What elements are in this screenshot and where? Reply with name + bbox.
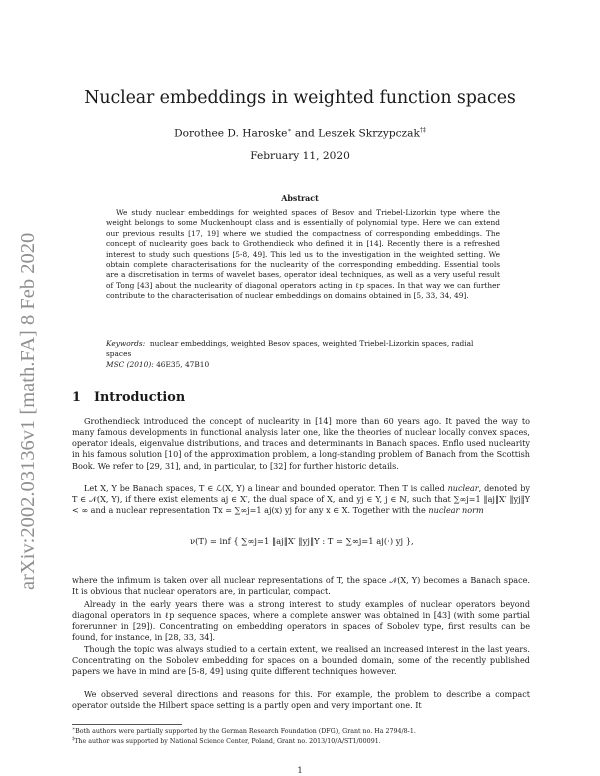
msc: [106, 360, 209, 369]
footnote-1: [72, 727, 416, 735]
footnote-1-mark: ∗: [72, 727, 76, 732]
keywords-text: nuclear embeddings, weighted Besov spaces, weighted Triebel-Lizorkin spaces, radial spaces: [106, 339, 474, 359]
paper-date: February 11, 2020: [250, 150, 350, 162]
paragraph-1: Grothendieck introduced the concept of nuclearity in [14] more than 60 years ago. It paved the way to many famous developments in functional analysis later one, like the theories of nuclear locally convex spaces, operator ideals, eigenvalue distributions, and traces and determinants in Banach spaces. Enflo used nuclearity in his famous solution [10] of the approximation problem, a long-standing problem of Banach from the Scottish Book. We refer to [29, 31], and, in particular, to [32] for further historic details.: [72, 416, 530, 471]
paragraph-2-nuclear: nuclear: [447, 483, 479, 493]
section-title: Introduction: [94, 390, 186, 405]
author-second: Leszek Skrzypczak: [318, 127, 420, 140]
authors: [0, 127, 600, 140]
paragraph-2-b: , denoted by T ∈ 𝒩(X, Y), if there exist elements aj ∈ X′, the dual space of X, and: [72, 483, 530, 505]
section-heading: [72, 390, 185, 405]
abstract-text: We study nuclear embeddings for weighted spaces of Besov and Triebel-Lizorkin type where the weight belongs to some Muckenhoupt class and is essentially of polynomial type. Here we can extend our previous results [17, 19] where we studied the compactness of corresponding embeddings. The concept of nuclearity goes back to Grothendieck who defined it in [14]. Recently there is a refreshed interest to study such questions [5-8, 49]. This led us to the investigation in the weighted setting. We obtain complete characterisations for the nuclearity of the corresponding embedding. Essential tools are a discretisation in terms of wavelet bases, operator ideal techniques, as well as a very useful result of Tong [43] about the nuclearity of diagonal operators acting in ℓp spaces. In that way we can further contribute to the characterisation of nuclear embeddings on domains obtained in [5, 33, 34, 49].: [106, 208, 500, 301]
paragraph-2: [72, 483, 530, 516]
author-second-mark: †‡: [419, 127, 426, 134]
footnote-2: [72, 737, 381, 745]
paper-title: Nuclear embeddings in weighted function spaces: [84, 88, 516, 108]
section-number: 1: [72, 390, 81, 405]
footnote-1-text: Both authors were partially supported by the German Research Foundation (DFG), Grant no. Ha 2794/8-1.: [75, 728, 416, 736]
paragraph-6: We observed several directions and reasons for this. For example, the problem to describe a compact operator outside the Hilbert space setting is a partly open and very important one. It: [72, 689, 530, 711]
abstract-heading: Abstract: [281, 194, 319, 203]
arxiv-stamp-text: arXiv:2002.03136v1 [math.FA] 8 Feb 2020: [17, 232, 39, 590]
footnote-2-text: The author was supported by National Science Center, Poland, Grant no. 2013/10/A/ST1/00091.: [74, 738, 381, 746]
keywords-label: Keywords:: [106, 339, 146, 348]
nuclear-norm-formula: ν(T) = inf { ∑∞j=1 ‖aj‖X′ ‖yj‖Y : T = ∑∞j=1 aj(·) yj },: [190, 536, 414, 546]
paragraph-4: Already in the early years there was a strong interest to study examples of nuclear operators beyond diagonal operators in ℓp sequence spaces, where a complete answer was obtained in [43] (with some partial forerunner in [29]). Concentrating on embedding operators in spaces of Sobolev type, first results can be found, for instance, in [28, 33, 34].: [72, 599, 530, 643]
page-number: 1: [297, 765, 303, 775]
msc-label: MSC (2010):: [106, 360, 154, 369]
arxiv-stamp: [6, 190, 46, 590]
keywords: [106, 339, 500, 360]
paragraph-3: where the infimum is taken over all nuclear representations of T, the space 𝒩(X, Y) becomes a Banach space. It is obvious that nuclear operators are, in particular, compact.: [72, 575, 530, 597]
paragraph-2-a: Let X, Y be Banach spaces, T ∈ ℒ(X, Y) a linear and bounded operator. Then T is called: [84, 483, 445, 493]
paragraph-2-d: for any x ∈ X. Together with the: [294, 505, 426, 516]
paragraph-2-c: yj ∈ Y, j ∈ ℕ, such that ∑∞j=1 ‖aj‖X′ ‖yj‖Y < ∞ and a nuclear representation Tx = ∑∞j=1 aj(x) yj: [72, 494, 530, 516]
author-joiner: and: [291, 127, 319, 140]
footnote-2-mark: ‡: [72, 737, 75, 742]
msc-text: 46E35, 47B10: [156, 360, 210, 369]
footnote-rule: [72, 724, 182, 725]
paragraph-5: Though the topic was always studied to a certain extent, we realised an increased interest in the last years. Concentrating on the Sobolev embedding for spaces on a bounded domain, some of the recently published papers we have in mind are [5-8, 49] using quite different techniques however.: [72, 644, 530, 677]
author-first: Dorothee D. Haroske: [174, 127, 288, 140]
paragraph-2-nuclear-norm: nuclear norm: [428, 505, 484, 516]
author-first-mark: ∗: [287, 127, 292, 134]
